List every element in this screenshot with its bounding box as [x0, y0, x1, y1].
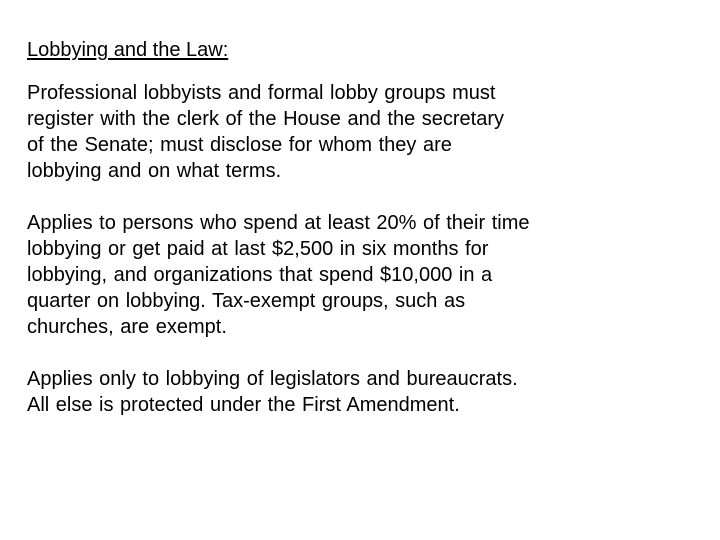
paragraph-line: All else is protected under the First Amendment. — [27, 394, 460, 416]
paragraph-line: of the Senate; must disclose for whom they are — [27, 134, 452, 156]
paragraph-line: lobbying or get paid at last $2,500 in six months for — [27, 238, 489, 260]
paragraph-scope — [27, 366, 677, 418]
slide-content — [27, 37, 677, 418]
paragraph-line: Professional lobbyists and formal lobby groups must — [27, 82, 496, 104]
paragraph-line: churches, are exempt. — [27, 316, 227, 338]
paragraph-line: lobbying and on what terms. — [27, 160, 282, 182]
paragraph-line: quarter on lobbying. Tax-exempt groups, such as — [27, 290, 466, 312]
paragraph-applicability — [27, 210, 677, 340]
paragraph-registration — [27, 80, 677, 184]
slide-heading: Lobbying and the Law: — [27, 39, 229, 61]
paragraph-line: Applies to persons who spend at least 20% of their time — [27, 212, 530, 234]
paragraph-line: register with the clerk of the House and the secretary — [27, 108, 505, 130]
paragraph-line: Applies only to lobbying of legislators and bureaucrats. — [27, 368, 518, 390]
paragraph-line: lobbying, and organizations that spend $10,000 in a — [27, 264, 493, 286]
